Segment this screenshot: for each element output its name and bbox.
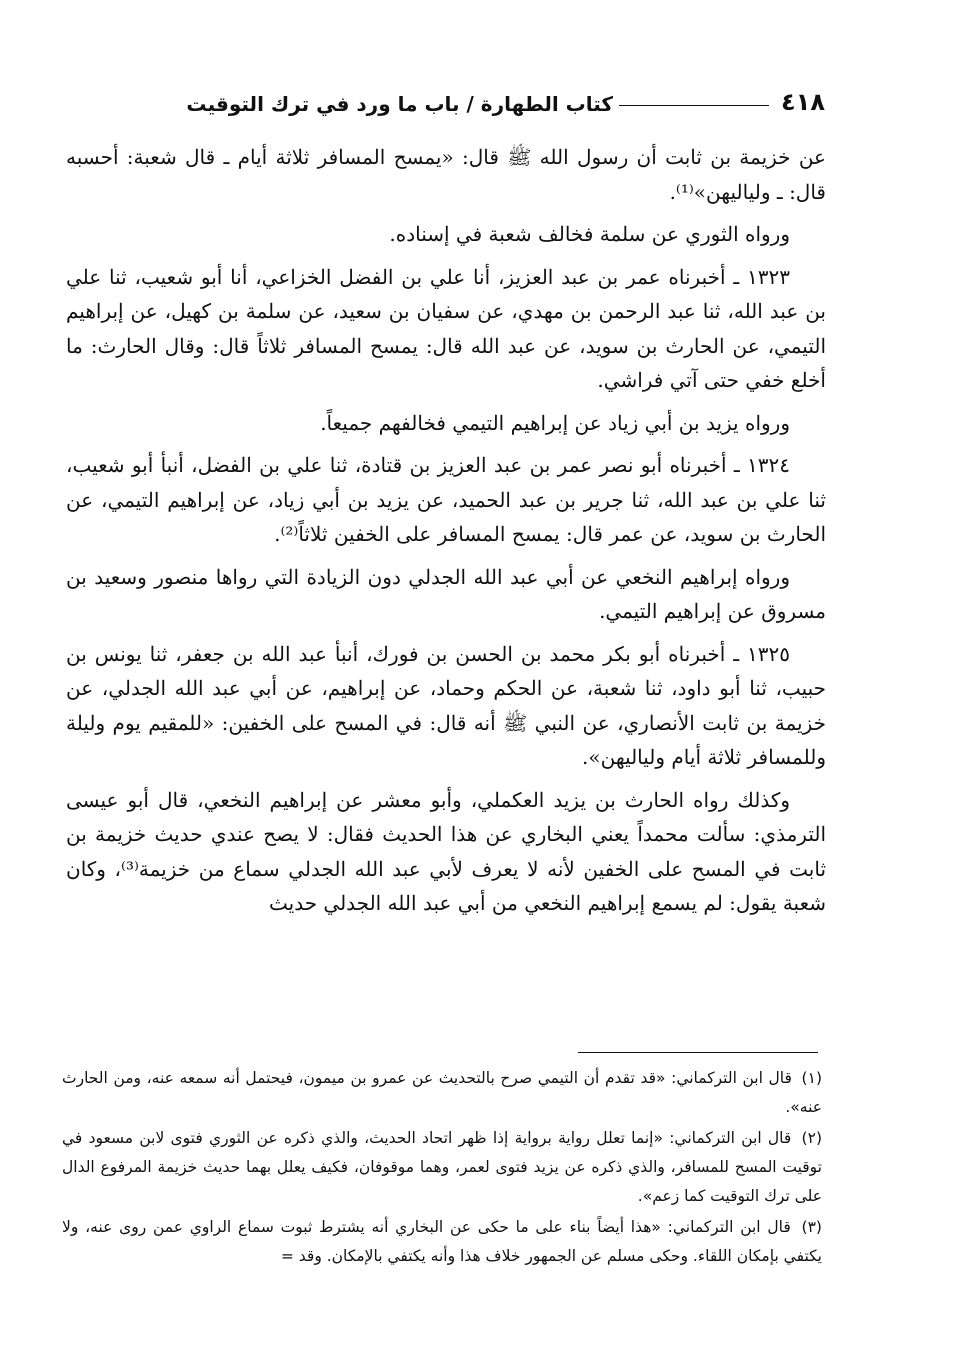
footnote-number: (٢) [801,1129,822,1147]
footnote-separator [578,1052,818,1053]
footnote-number: (١) [801,1069,822,1087]
paragraph: عن خزيمة بن ثابت أن رسول الله ﷺ قال: «يمسح المسافر ثلاثة أيام ـ قال شعبة: أحسبه قال: ـ ولياليهن»⁽¹⁾. [66,145,826,204]
paragraph: ١٣٢٥ ـ أخبرناه أبو بكر محمد بن الحسن بن فورك، أنبأ عبد الله بن جعفر، ثنا يونس بن حبيب، ثنا أبو داود، ثنا شعبة، عن الحكم وحماد، عن إبراهيم، عن أبي عبد الله الجدلي، عن خزيمة بن ثابت الأنصاري، عن النبي ﷺ أنه قال: في المسح على الخفين: «للمقيم يوم وليلة وللمسافر ثلاثة أيام ولياليهن». [66,641,826,769]
paragraph: وكذلك رواه الحارث بن يزيد العكملي، وأبو معشر عن إبراهيم النخعي، قال أبو عيسى الترمذي: سألت محمداً يعني البخاري عن هذا الحديث فقال: لا يصح عندي حديث خزيمة بن ثابت في المسح على الخفين لأنه لا يعرف لأبي عبد الله الجدلي سماع من خزيمة⁽³⁾، وكان شعبة يقول: لم يسمع إبراهيم النخعي من أبي عبد الله الجدلي حديث [66,787,827,915]
footnotes [62,1064,822,1273]
footnote [62,1064,822,1122]
paragraph: ورواه الثوري عن سلمة فخالف شعبة في إسناده. [389,222,790,246]
footnote [62,1213,822,1271]
running-title: كتاب الطهارة / باب ما ورد في ترك التوقيت [186,92,614,116]
paragraph: ١٣٢٤ ـ أخبرناه أبو نصر عمر بن عبد العزيز بن قتادة، ثنا علي بن الفضل، أنبأ أبو شعيب، ثنا علي بن عبد الله، ثنا جرير بن عبد الحميد، عن يزيد بن أبي زياد، عن إبراهيم التيمي، عن الحارث بن سويد، عن عمر قال: يمسح المسافر على الخفين ثلاثاً⁽²⁾. [66,453,826,546]
footnote-text: قال ابن التركماني: «إنما تعلل رواية برواية إذا ظهر اتحاد الحديث، والذي ذكره عن الثوري فتوى لابن مسعود في توقيت المسح للمسافر، والذي ذكره عن يزيد فتوى لعمر، وهما موقوفان، فكيف يعلل بهما حديث خزيمة المرفوع الدال على ترك التوقيت كما زعم». [62,1129,822,1205]
footnote-text: قال ابن التركماني: «هذا أيضاً بناء على ما حكى عن البخاري أنه يشترط ثبوت سماع الراوي عمن روى عنه، ولا يكتفي بإمكان اللقاء. وحكى مسلم عن الجمهور خلاف هذا وأنه يكتفي بالإمكان. وقد = [62,1218,822,1265]
footnote [62,1124,822,1211]
page-number: ٤١٨ [781,88,825,116]
footnote-text: قال ابن التركماني: «قد تقدم أن التيمي صرح بالتحديث عن عمرو بن ميمون، فيحتمل أنه سمعه عنه، ومن الحارث عنه». [62,1069,822,1116]
header-rule [619,105,769,106]
page-header [70,78,825,114]
paragraph: ورواه إبراهيم النخعي عن أبي عبد الله الجدلي دون الزيادة التي رواها منصور وسعيد بن مسروق عن إبراهيم التيمي. [66,564,826,623]
main-text [66,140,826,929]
paragraph: ١٣٢٣ ـ أخبرناه عمر بن عبد العزيز، أنا علي بن الفضل الخزاعي، أنا أبو شعيب، ثنا علي بن عبد الله، ثنا عبد الرحمن بن مهدي، عن سفيان بن سعيد، عن سلمة بن كهيل، عن إبراهيم التيمي، عن الحارث بن سويد، عن عبد الله قال: يمسح المسافر ثلاثاً قال: وقال الحارث: ما أخلع خفي حتى آتي فراشي. [66,264,826,392]
paragraph: ورواه يزيد بن أبي زياد عن إبراهيم التيمي فخالفهم جميعاً. [320,410,790,435]
footnote-number: (٣) [801,1218,822,1236]
